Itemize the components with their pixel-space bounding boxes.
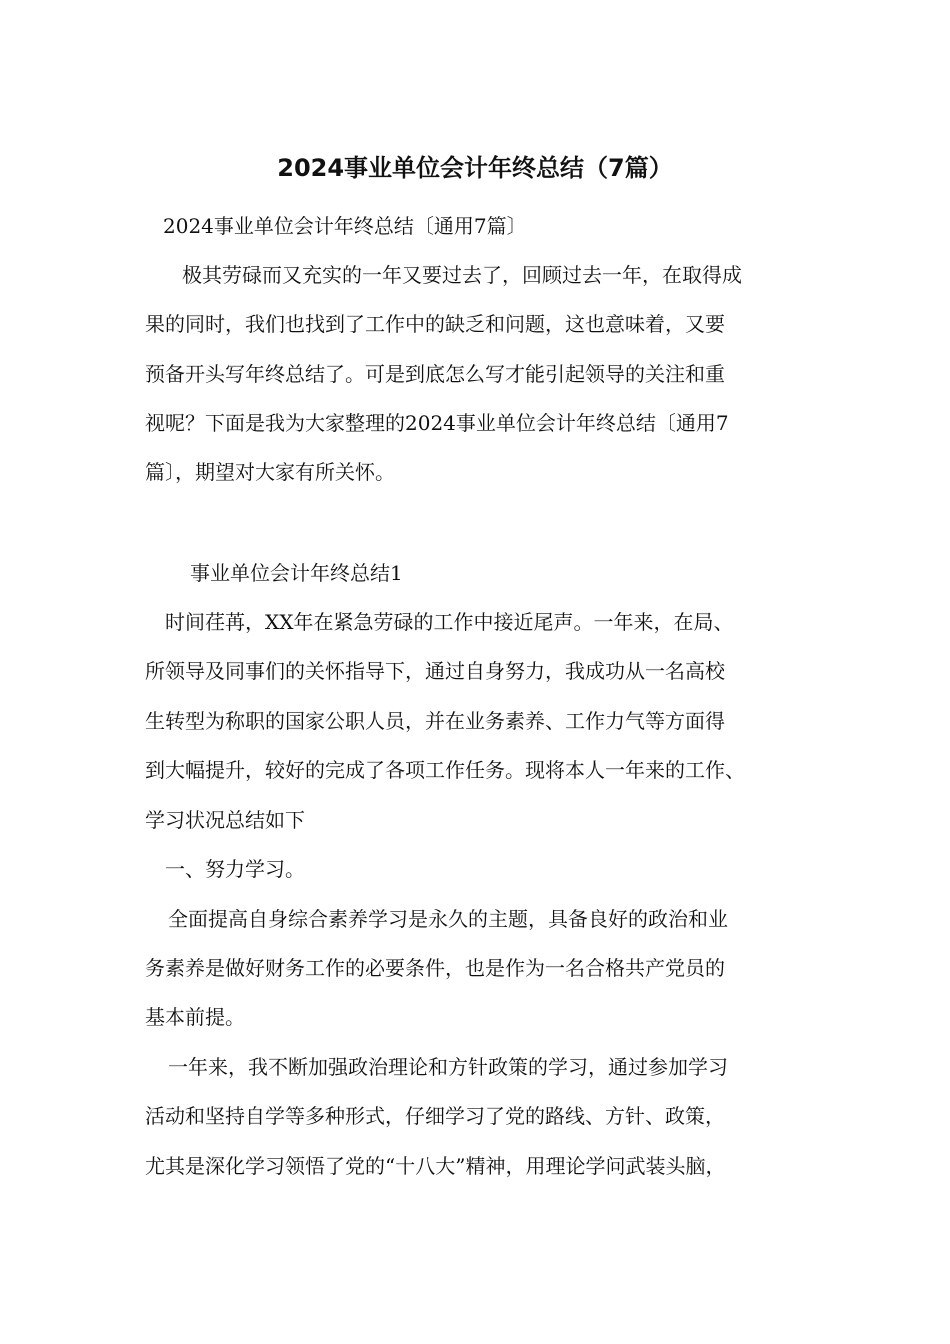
body-line: 全面提高自身综合素养学习是永久的主题，具备良好的政治和业	[168, 907, 728, 931]
body-line: 活动和坚持自学等多种形式，仔细学习了党的路线、方针、政策，	[145, 1104, 725, 1128]
body-line: 基本前提。	[145, 1005, 245, 1029]
document-title: 2024事业单位会计年终总结（7篇）	[277, 154, 673, 182]
body-line: 时间荏苒，XX年在紧急劳碌的工作中接近尾声。一年来，在局、	[165, 610, 734, 634]
intro-line: 果的同时，我们也找到了工作中的缺乏和问题，这也意味着，又要	[145, 312, 725, 336]
intro-line: 篇〕，期望对大家有所关怀。	[145, 460, 395, 484]
body-line: 学习状况总结如下	[145, 808, 305, 832]
intro-line: 视呢？下面是我为大家整理的2024事业单位会计年终总结〔通用7	[145, 411, 729, 435]
intro-line: 极其劳碌而又充实的一年又要过去了，回顾过去一年，在取得成	[182, 263, 742, 287]
body-line: 生转型为称职的国家公职人员，并在业务素养、工作力气等方面得	[145, 709, 725, 733]
section-heading: 事业单位会计年终总结1	[190, 561, 403, 585]
body-line: 务素养是做好财务工作的必要条件，也是作为一名合格共产党员的	[145, 956, 725, 980]
body-line: 尤其是深化学习领悟了党的“十八大”精神，用理论学问武装头脑，	[145, 1154, 726, 1178]
body-line: 所领导及同事们的关怀指导下，通过自身努力，我成功从一名高校	[145, 659, 725, 683]
body-line: 一年来，我不断加强政治理论和方针政策的学习，通过参加学习	[168, 1055, 728, 1079]
intro-line: 预备开头写年终总结了。可是到底怎么写才能引起领导的关注和重	[145, 362, 725, 386]
section-subheading: 一、努力学习。	[165, 857, 305, 881]
body-line: 到大幅提升，较好的完成了各项工作任务。现将本人一年来的工作、	[145, 758, 745, 782]
document-subtitle: 2024事业单位会计年终总结〔通用7篇〕	[163, 214, 527, 238]
